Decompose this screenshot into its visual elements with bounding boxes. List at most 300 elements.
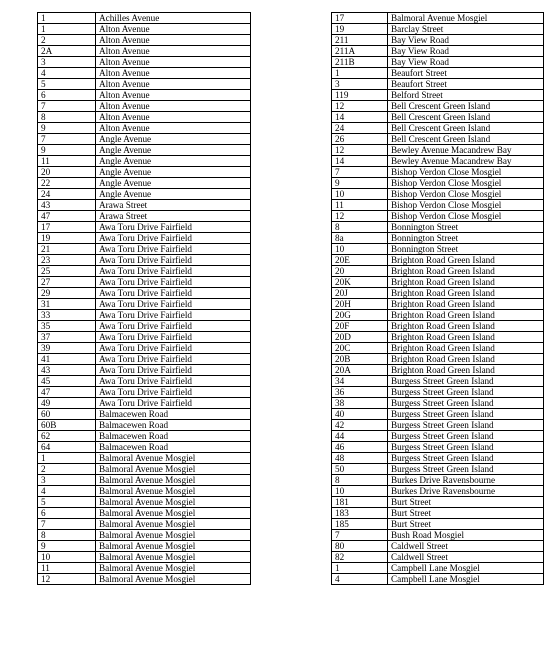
address-row bbox=[38, 112, 251, 123]
address-row bbox=[332, 387, 544, 398]
address-row bbox=[38, 101, 251, 112]
street-name-cell: Awa Toru Drive Fairfield bbox=[96, 310, 251, 321]
address-row bbox=[38, 46, 251, 57]
house-number-cell: 2A bbox=[38, 46, 96, 57]
street-name-cell: Awa Toru Drive Fairfield bbox=[96, 299, 251, 310]
house-number-cell: 38 bbox=[332, 398, 388, 409]
house-number-cell: 6 bbox=[38, 90, 96, 101]
house-number-cell: 23 bbox=[38, 255, 96, 266]
house-number-cell: 12 bbox=[332, 145, 388, 156]
house-number-cell: 20 bbox=[38, 167, 96, 178]
street-name-cell: Balmoral Avenue Mosgiel bbox=[96, 453, 251, 464]
house-number-cell: 20K bbox=[332, 277, 388, 288]
house-number-cell: 17 bbox=[332, 13, 388, 24]
address-row bbox=[332, 13, 544, 24]
address-row bbox=[38, 420, 251, 431]
street-name-cell: Burt Street bbox=[388, 497, 544, 508]
address-row bbox=[332, 211, 544, 222]
address-row bbox=[332, 101, 544, 112]
address-row bbox=[332, 233, 544, 244]
address-table-right bbox=[331, 12, 544, 585]
address-table-left bbox=[37, 12, 251, 585]
house-number-cell: 24 bbox=[38, 189, 96, 200]
house-number-cell: 8 bbox=[38, 112, 96, 123]
street-name-cell: Bonnington Street bbox=[388, 244, 544, 255]
address-row bbox=[332, 431, 544, 442]
house-number-cell: 7 bbox=[38, 101, 96, 112]
address-row bbox=[332, 79, 544, 90]
house-number-cell: 7 bbox=[332, 167, 388, 178]
address-table-body bbox=[332, 13, 544, 585]
street-name-cell: Burkes Drive Ravensbourne bbox=[388, 475, 544, 486]
house-number-cell: 14 bbox=[332, 112, 388, 123]
street-name-cell: Alton Avenue bbox=[96, 57, 251, 68]
house-number-cell: 9 bbox=[38, 541, 96, 552]
address-row bbox=[332, 552, 544, 563]
house-number-cell: 20J bbox=[332, 288, 388, 299]
address-row bbox=[332, 541, 544, 552]
street-name-cell: Bishop Verdon Close Mosgiel bbox=[388, 211, 544, 222]
street-name-cell: Beaufort Street bbox=[388, 68, 544, 79]
address-row bbox=[38, 519, 251, 530]
address-row bbox=[38, 354, 251, 365]
street-name-cell: Awa Toru Drive Fairfield bbox=[96, 354, 251, 365]
address-row bbox=[332, 156, 544, 167]
house-number-cell: 10 bbox=[38, 552, 96, 563]
house-number-cell: 36 bbox=[332, 387, 388, 398]
address-row bbox=[332, 365, 544, 376]
house-number-cell: 39 bbox=[38, 343, 96, 354]
house-number-cell: 60B bbox=[38, 420, 96, 431]
address-row bbox=[38, 178, 251, 189]
street-name-cell: Awa Toru Drive Fairfield bbox=[96, 244, 251, 255]
house-number-cell: 33 bbox=[38, 310, 96, 321]
house-number-cell: 20A bbox=[332, 365, 388, 376]
house-number-cell: 19 bbox=[332, 24, 388, 35]
address-row bbox=[332, 519, 544, 530]
street-name-cell: Arawa Street bbox=[96, 211, 251, 222]
address-row bbox=[332, 299, 544, 310]
house-number-cell: 3 bbox=[38, 57, 96, 68]
address-row bbox=[38, 310, 251, 321]
street-name-cell: Balmoral Avenue Mosgiel bbox=[96, 497, 251, 508]
house-number-cell: 10 bbox=[332, 244, 388, 255]
house-number-cell: 6 bbox=[38, 508, 96, 519]
street-name-cell: Burgess Street Green Island bbox=[388, 409, 544, 420]
house-number-cell: 211B bbox=[332, 57, 388, 68]
house-number-cell: 80 bbox=[332, 541, 388, 552]
address-row bbox=[332, 442, 544, 453]
spellcheck-flagged-word: Arawa bbox=[99, 211, 124, 221]
street-name-cell: Awa Toru Drive Fairfield bbox=[96, 376, 251, 387]
house-number-cell: 62 bbox=[38, 431, 96, 442]
address-row bbox=[332, 46, 544, 57]
house-number-cell: 12 bbox=[38, 574, 96, 585]
street-name-cell: Awa Toru Drive Fairfield bbox=[96, 332, 251, 343]
address-row bbox=[332, 420, 544, 431]
street-name-cell: Alton Avenue bbox=[96, 46, 251, 57]
address-row bbox=[38, 222, 251, 233]
street-name-cell: Alton Avenue bbox=[96, 90, 251, 101]
street-name-cell: Burt Street bbox=[388, 519, 544, 530]
address-row bbox=[332, 90, 544, 101]
house-number-cell: 40 bbox=[332, 409, 388, 420]
address-row bbox=[332, 200, 544, 211]
address-row bbox=[38, 486, 251, 497]
street-name-cell: Bewley Avenue Macandrew Bay bbox=[388, 145, 544, 156]
street-name-cell: Burgess Street Green Island bbox=[388, 387, 544, 398]
address-row bbox=[38, 398, 251, 409]
spellcheck-flagged-word: Bonnington bbox=[391, 244, 435, 254]
street-name-cell: Bonnington Street bbox=[388, 222, 544, 233]
address-row bbox=[332, 222, 544, 233]
address-row bbox=[332, 255, 544, 266]
street-name-cell: Balmoral Avenue Mosgiel bbox=[96, 486, 251, 497]
house-number-cell: 43 bbox=[38, 200, 96, 211]
house-number-cell: 60 bbox=[38, 409, 96, 420]
street-name-cell: Brighton Road Green Island bbox=[388, 277, 544, 288]
address-row bbox=[38, 167, 251, 178]
address-row bbox=[38, 563, 251, 574]
house-number-cell: 17 bbox=[38, 222, 96, 233]
address-row bbox=[332, 486, 544, 497]
address-row bbox=[332, 321, 544, 332]
street-name-cell: Burgess Street Green Island bbox=[388, 376, 544, 387]
address-row bbox=[38, 442, 251, 453]
house-number-cell: 20B bbox=[332, 354, 388, 365]
address-row bbox=[38, 508, 251, 519]
house-number-cell: 119 bbox=[332, 90, 388, 101]
house-number-cell: 2 bbox=[38, 35, 96, 46]
street-name-cell: Balmacewen Road bbox=[96, 420, 251, 431]
street-name-cell: Bell Crescent Green Island bbox=[388, 134, 544, 145]
house-number-cell: 50 bbox=[332, 464, 388, 475]
address-row bbox=[332, 178, 544, 189]
street-name-cell: Bewley Avenue Macandrew Bay bbox=[388, 156, 544, 167]
address-row bbox=[38, 200, 251, 211]
street-name-cell: Awa Toru Drive Fairfield bbox=[96, 266, 251, 277]
house-number-cell: 1 bbox=[332, 563, 388, 574]
house-number-cell: 5 bbox=[38, 497, 96, 508]
street-name-cell: Alton Avenue bbox=[96, 112, 251, 123]
street-name-cell: Bonnington Street bbox=[388, 233, 544, 244]
address-row bbox=[38, 365, 251, 376]
house-number-cell: 35 bbox=[38, 321, 96, 332]
house-number-cell: 8a bbox=[332, 233, 388, 244]
street-name-cell: Bishop Verdon Close Mosgiel bbox=[388, 178, 544, 189]
street-name-cell: Campbell Lane Mosgiel bbox=[388, 563, 544, 574]
street-name-cell: Awa Toru Drive Fairfield bbox=[96, 387, 251, 398]
address-row bbox=[38, 475, 251, 486]
street-name-cell: Burgess Street Green Island bbox=[388, 453, 544, 464]
house-number-cell: 31 bbox=[38, 299, 96, 310]
house-number-cell: 8 bbox=[332, 222, 388, 233]
street-name-cell: Alton Avenue bbox=[96, 24, 251, 35]
street-name-cell: Bay View Road bbox=[388, 57, 544, 68]
house-number-cell: 8 bbox=[38, 530, 96, 541]
street-name-cell: Brighton Road Green Island bbox=[388, 343, 544, 354]
house-number-cell: 9 bbox=[332, 178, 388, 189]
street-name-cell: Barclay Street bbox=[388, 24, 544, 35]
house-number-cell: 5 bbox=[38, 79, 96, 90]
street-name-cell: Awa Toru Drive Fairfield bbox=[96, 398, 251, 409]
address-row bbox=[332, 189, 544, 200]
street-name-cell: Bell Crescent Green Island bbox=[388, 123, 544, 134]
house-number-cell: 24 bbox=[332, 123, 388, 134]
street-name-cell: Achilles Avenue bbox=[96, 13, 251, 24]
house-number-cell: 34 bbox=[332, 376, 388, 387]
house-number-cell: 27 bbox=[38, 277, 96, 288]
house-number-cell: 45 bbox=[38, 376, 96, 387]
street-name-cell: Burgess Street Green Island bbox=[388, 431, 544, 442]
street-name-cell: Angle Avenue bbox=[96, 156, 251, 167]
address-row bbox=[38, 321, 251, 332]
house-number-cell: 4 bbox=[38, 486, 96, 497]
address-row bbox=[38, 497, 251, 508]
street-name-cell: Brighton Road Green Island bbox=[388, 354, 544, 365]
house-number-cell: 1 bbox=[332, 68, 388, 79]
street-name-cell: Caldwell Street bbox=[388, 552, 544, 563]
house-number-cell: 47 bbox=[38, 387, 96, 398]
street-name-cell: Burgess Street Green Island bbox=[388, 442, 544, 453]
house-number-cell: 3 bbox=[332, 79, 388, 90]
house-number-cell: 11 bbox=[38, 563, 96, 574]
address-row bbox=[332, 123, 544, 134]
address-row bbox=[332, 277, 544, 288]
house-number-cell: 43 bbox=[38, 365, 96, 376]
address-row bbox=[332, 563, 544, 574]
address-row bbox=[38, 233, 251, 244]
street-name-cell: Brighton Road Green Island bbox=[388, 299, 544, 310]
address-row bbox=[38, 431, 251, 442]
house-number-cell: 2 bbox=[38, 464, 96, 475]
street-name-cell: Angle Avenue bbox=[96, 178, 251, 189]
house-number-cell: 11 bbox=[38, 156, 96, 167]
street-name-cell: Angle Avenue bbox=[96, 134, 251, 145]
street-name-cell: Balmoral Avenue Mosgiel bbox=[96, 530, 251, 541]
house-number-cell: 211A bbox=[332, 46, 388, 57]
address-row bbox=[332, 574, 544, 585]
street-name-cell: Brighton Road Green Island bbox=[388, 365, 544, 376]
house-number-cell: 12 bbox=[332, 211, 388, 222]
street-name-cell: Campbell Lane Mosgiel bbox=[388, 574, 544, 585]
address-table-body bbox=[38, 13, 251, 585]
house-number-cell: 11 bbox=[332, 200, 388, 211]
house-number-cell: 9 bbox=[38, 123, 96, 134]
spellcheck-flagged-word: Bonnington bbox=[391, 222, 435, 232]
address-row bbox=[38, 123, 251, 134]
street-name-cell: Balmoral Avenue Mosgiel bbox=[96, 574, 251, 585]
street-name-cell: Bell Crescent Green Island bbox=[388, 101, 544, 112]
address-row bbox=[38, 156, 251, 167]
address-row bbox=[332, 497, 544, 508]
address-row bbox=[332, 134, 544, 145]
address-row bbox=[38, 387, 251, 398]
house-number-cell: 1 bbox=[38, 13, 96, 24]
street-name-cell: Bishop Verdon Close Mosgiel bbox=[388, 167, 544, 178]
house-number-cell: 25 bbox=[38, 266, 96, 277]
street-name-cell: Bishop Verdon Close Mosgiel bbox=[388, 200, 544, 211]
address-row bbox=[38, 68, 251, 79]
house-number-cell: 7 bbox=[332, 530, 388, 541]
street-name-cell: Balmoral Avenue Mosgiel bbox=[96, 475, 251, 486]
street-name-cell: Balmacewen Road bbox=[96, 431, 251, 442]
house-number-cell: 21 bbox=[38, 244, 96, 255]
address-row bbox=[332, 508, 544, 519]
house-number-cell: 4 bbox=[38, 68, 96, 79]
house-number-cell: 22 bbox=[38, 178, 96, 189]
address-row bbox=[38, 145, 251, 156]
street-name-cell: Alton Avenue bbox=[96, 35, 251, 46]
address-row bbox=[332, 310, 544, 321]
house-number-cell: 29 bbox=[38, 288, 96, 299]
house-number-cell: 7 bbox=[38, 519, 96, 530]
street-name-cell: Bay View Road bbox=[388, 46, 544, 57]
house-number-cell: 10 bbox=[332, 189, 388, 200]
house-number-cell: 8 bbox=[332, 475, 388, 486]
street-name-cell: Bush Road Mosgiel bbox=[388, 530, 544, 541]
address-row bbox=[38, 376, 251, 387]
spellcheck-flagged-word: Arawa bbox=[99, 200, 124, 210]
street-name-cell: Alton Avenue bbox=[96, 79, 251, 90]
house-number-cell: 20G bbox=[332, 310, 388, 321]
address-row bbox=[332, 266, 544, 277]
address-row bbox=[332, 343, 544, 354]
address-row bbox=[38, 277, 251, 288]
street-name-cell: Balmacewen Road bbox=[96, 409, 251, 420]
address-row bbox=[332, 35, 544, 46]
street-name-cell: Burgess Street Green Island bbox=[388, 398, 544, 409]
address-row bbox=[332, 453, 544, 464]
street-name-cell: Caldwell Street bbox=[388, 541, 544, 552]
street-name-cell: Brighton Road Green Island bbox=[388, 321, 544, 332]
address-row bbox=[38, 552, 251, 563]
house-number-cell: 1 bbox=[38, 24, 96, 35]
street-name-cell: Alton Avenue bbox=[96, 123, 251, 134]
house-number-cell: 20D bbox=[332, 332, 388, 343]
street-name-cell: Balmacewen Road bbox=[96, 442, 251, 453]
street-name-cell: Balmoral Avenue Mosgiel bbox=[96, 508, 251, 519]
street-name-cell: Bay View Road bbox=[388, 35, 544, 46]
address-row bbox=[332, 145, 544, 156]
street-name-cell: Awa Toru Drive Fairfield bbox=[96, 233, 251, 244]
house-number-cell: 26 bbox=[332, 134, 388, 145]
house-number-cell: 41 bbox=[38, 354, 96, 365]
street-name-cell: Burt Street bbox=[388, 508, 544, 519]
street-name-cell: Balmoral Avenue Mosgiel bbox=[96, 541, 251, 552]
street-name-cell: Awa Toru Drive Fairfield bbox=[96, 277, 251, 288]
house-number-cell: 1 bbox=[38, 453, 96, 464]
address-row bbox=[332, 475, 544, 486]
house-number-cell: 46 bbox=[332, 442, 388, 453]
house-number-cell: 185 bbox=[332, 519, 388, 530]
house-number-cell: 20C bbox=[332, 343, 388, 354]
house-number-cell: 20F bbox=[332, 321, 388, 332]
spellcheck-flagged-word: Bonnington bbox=[391, 233, 435, 243]
address-row bbox=[38, 299, 251, 310]
street-name-cell: Brighton Road Green Island bbox=[388, 266, 544, 277]
house-number-cell: 47 bbox=[38, 211, 96, 222]
address-row bbox=[332, 354, 544, 365]
street-name-cell: Angle Avenue bbox=[96, 189, 251, 200]
street-name-cell: Brighton Road Green Island bbox=[388, 288, 544, 299]
house-number-cell: 20H bbox=[332, 299, 388, 310]
address-row bbox=[38, 409, 251, 420]
address-row bbox=[332, 464, 544, 475]
house-number-cell: 37 bbox=[38, 332, 96, 343]
address-row bbox=[38, 266, 251, 277]
house-number-cell: 42 bbox=[332, 420, 388, 431]
street-name-cell: Brighton Road Green Island bbox=[388, 255, 544, 266]
house-number-cell: 9 bbox=[38, 145, 96, 156]
street-name-cell: Burgess Street Green Island bbox=[388, 464, 544, 475]
street-name-cell: Balmoral Avenue Mosgiel bbox=[388, 13, 544, 24]
address-row bbox=[38, 24, 251, 35]
address-row bbox=[332, 530, 544, 541]
street-name-cell: Beaufort Street bbox=[388, 79, 544, 90]
address-row bbox=[38, 57, 251, 68]
address-row bbox=[38, 90, 251, 101]
street-name-cell: Angle Avenue bbox=[96, 167, 251, 178]
address-row bbox=[38, 189, 251, 200]
address-row bbox=[38, 343, 251, 354]
address-row bbox=[332, 332, 544, 343]
address-row bbox=[332, 409, 544, 420]
street-name-cell: Awa Toru Drive Fairfield bbox=[96, 343, 251, 354]
street-name-cell: Awa Toru Drive Fairfield bbox=[96, 288, 251, 299]
address-row bbox=[38, 255, 251, 266]
street-name-cell: Awa Toru Drive Fairfield bbox=[96, 255, 251, 266]
address-row bbox=[332, 244, 544, 255]
address-row bbox=[38, 574, 251, 585]
street-name-cell: Awa Toru Drive Fairfield bbox=[96, 321, 251, 332]
house-number-cell: 44 bbox=[332, 431, 388, 442]
address-row bbox=[38, 464, 251, 475]
house-number-cell: 19 bbox=[38, 233, 96, 244]
house-number-cell: 20 bbox=[332, 266, 388, 277]
address-row bbox=[332, 288, 544, 299]
street-name-cell: Brighton Road Green Island bbox=[388, 332, 544, 343]
house-number-cell: 82 bbox=[332, 552, 388, 563]
house-number-cell: 183 bbox=[332, 508, 388, 519]
street-name-cell: Awa Toru Drive Fairfield bbox=[96, 365, 251, 376]
house-number-cell: 181 bbox=[332, 497, 388, 508]
house-number-cell: 14 bbox=[332, 156, 388, 167]
house-number-cell: 4 bbox=[332, 574, 388, 585]
street-name-cell: Bishop Verdon Close Mosgiel bbox=[388, 189, 544, 200]
street-name-cell: Balmoral Avenue Mosgiel bbox=[96, 464, 251, 475]
address-row bbox=[38, 79, 251, 90]
street-name-cell: Brighton Road Green Island bbox=[388, 310, 544, 321]
address-row bbox=[332, 167, 544, 178]
address-row bbox=[38, 541, 251, 552]
address-row bbox=[38, 13, 251, 24]
address-row bbox=[332, 376, 544, 387]
address-row bbox=[38, 211, 251, 222]
street-name-cell: Burgess Street Green Island bbox=[388, 420, 544, 431]
address-row bbox=[38, 530, 251, 541]
address-row bbox=[38, 332, 251, 343]
street-name-cell: Belford Street bbox=[388, 90, 544, 101]
street-name-cell: Bell Crescent Green Island bbox=[388, 112, 544, 123]
address-row bbox=[332, 68, 544, 79]
street-name-cell: Angle Avenue bbox=[96, 145, 251, 156]
address-row bbox=[332, 24, 544, 35]
street-name-cell: Alton Avenue bbox=[96, 68, 251, 79]
address-row bbox=[38, 35, 251, 46]
address-row bbox=[332, 112, 544, 123]
street-name-cell: Balmoral Avenue Mosgiel bbox=[96, 519, 251, 530]
